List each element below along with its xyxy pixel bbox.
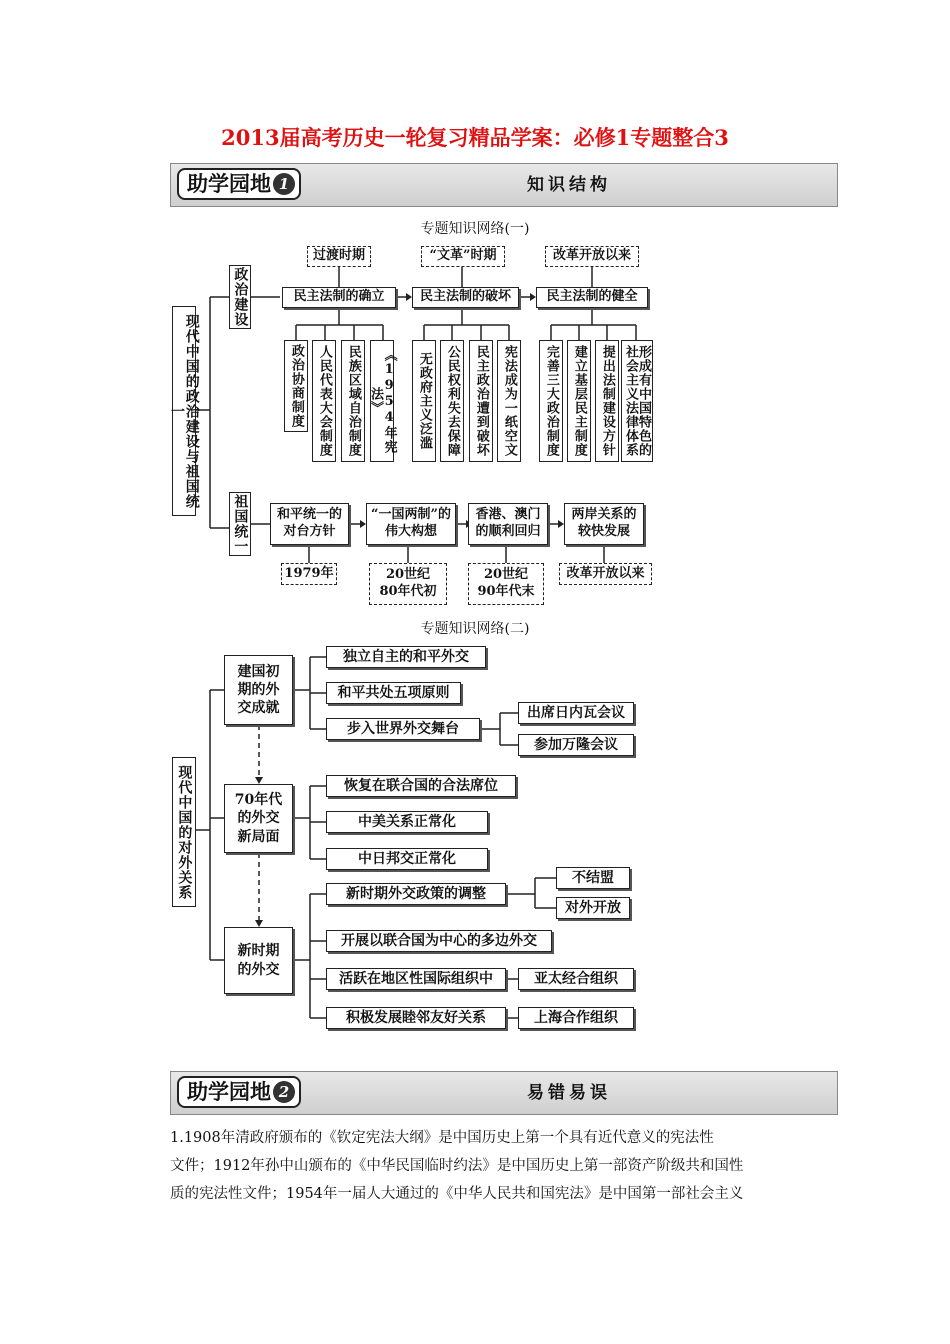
stage1-item: 政治协商制度 <box>284 340 308 432</box>
stage-destroy: 民主法制的破坏 <box>412 287 519 308</box>
network2-root: 现代中国的对外关系 <box>172 757 196 907</box>
phase3-item: 开展以联合国为中心的多边外交 <box>326 930 552 952</box>
section-banner-2 <box>170 1071 838 1115</box>
unity-time: 1979年 <box>281 563 337 585</box>
stage2-item: 民主政治遭到破坏 <box>469 340 493 462</box>
unity-time: 20世纪90年代末 <box>468 563 544 605</box>
phase3-item: 活跃在地区性国际组织中 <box>326 968 506 990</box>
phase1-sub: 参加万隆会议 <box>518 734 634 756</box>
stage2-item: 无政府主义泛滥 <box>412 340 436 462</box>
stage3-item: 完善三大政治制度 <box>539 340 563 462</box>
stage1-item: 人民代表大会制度 <box>312 340 336 462</box>
section-number: 1 <box>273 173 295 195</box>
phase2-item: 恢复在联合国的合法席位 <box>326 775 516 797</box>
policy-sub: 不结盟 <box>556 867 630 889</box>
phase1-sub: 出席日内瓦会议 <box>518 702 634 724</box>
phase-70s: 70年代的外交新局面 <box>224 784 293 853</box>
branch-politics: 政治建设 <box>229 265 251 329</box>
body-paragraph <box>170 1124 838 1208</box>
section-tag-label: 助学园地 <box>187 1079 271 1104</box>
section-number: 2 <box>273 1081 295 1103</box>
neighbor-sub: 上海合作组织 <box>518 1007 634 1029</box>
stage3-item: 提出法制建设方针 <box>595 340 619 462</box>
page-title: 2013届高考历史一轮复习精品学案：必修1专题整合3 <box>221 125 729 150</box>
stage3-item: 形成有中国特色的社会主义法律体系 <box>621 340 653 462</box>
network1-root: 现代中国的政治建设与祖国统一 <box>172 306 196 516</box>
stage1-item: 民族区域自治制度 <box>341 340 365 462</box>
phase2-item: 中日邦交正常化 <box>326 848 488 870</box>
network1-caption: 专题知识网络(一) <box>420 221 530 237</box>
unity-step: “一国两制”的伟大构想 <box>366 503 456 545</box>
section-tag <box>177 1076 301 1108</box>
unity-time: 20世纪80年代初 <box>369 563 447 605</box>
paragraph-line: 1.1908年清政府颁布的《钦定宪法大纲》是中国历史上第一个具有近代意义的宪法性 <box>170 1130 714 1146</box>
period-reform: 改革开放以来 <box>545 246 639 267</box>
period-transition: 过渡时期 <box>307 246 371 267</box>
period-cultural-revolution: “文革”时期 <box>421 246 505 267</box>
branch-unity: 祖国统一 <box>229 492 251 556</box>
org-sub: 亚太经合组织 <box>518 968 634 990</box>
stage-improve: 民主法制的健全 <box>536 287 648 308</box>
policy-sub: 对外开放 <box>556 897 630 919</box>
unity-time: 改革开放以来 <box>559 563 652 585</box>
section-banner-1 <box>170 163 838 207</box>
network2-caption: 专题知识网络(二) <box>420 621 530 637</box>
phase1-item: 独立自主的和平外交 <box>326 646 486 668</box>
stage2-item: 公民权利失去保障 <box>440 340 464 462</box>
section-heading: 易错易误 <box>527 1083 611 1103</box>
section-tag <box>177 168 301 200</box>
phase1-item: 步入世界外交舞台 <box>326 718 480 740</box>
section-heading: 知识结构 <box>527 175 611 195</box>
phase2-item: 中美关系正常化 <box>326 811 488 833</box>
stage3-item: 建立基层民主制度 <box>567 340 591 462</box>
unity-step: 和平统一的对台方针 <box>270 503 349 545</box>
stage2-item: 宪法成为一纸空文 <box>497 340 521 462</box>
stage-establish: 民主法制的确立 <box>282 287 396 308</box>
stage1-item: 《1954年宪法》 <box>370 340 394 462</box>
phase-new: 新时期的外交 <box>224 927 293 994</box>
unity-step: 两岸关系的较快发展 <box>564 503 644 545</box>
phase3-item: 积极发展睦邻友好关系 <box>326 1007 506 1029</box>
phase3-item: 新时期外交政策的调整 <box>326 883 506 905</box>
paragraph-line: 质的宪法性文件；1954年一届人大通过的《中华人民共和国宪法》是中国第一部社会主义 <box>170 1186 744 1202</box>
phase1-item: 和平共处五项原则 <box>326 682 461 704</box>
phase-early: 建国初期的外交成就 <box>224 655 293 725</box>
section-tag-label: 助学园地 <box>187 171 271 196</box>
unity-step: 香港、澳门的顺利回归 <box>468 503 548 545</box>
paragraph-line: 文件；1912年孙中山颁布的《中华民国临时约法》是中国历史上第一部资产阶级共和国性 <box>170 1158 744 1174</box>
